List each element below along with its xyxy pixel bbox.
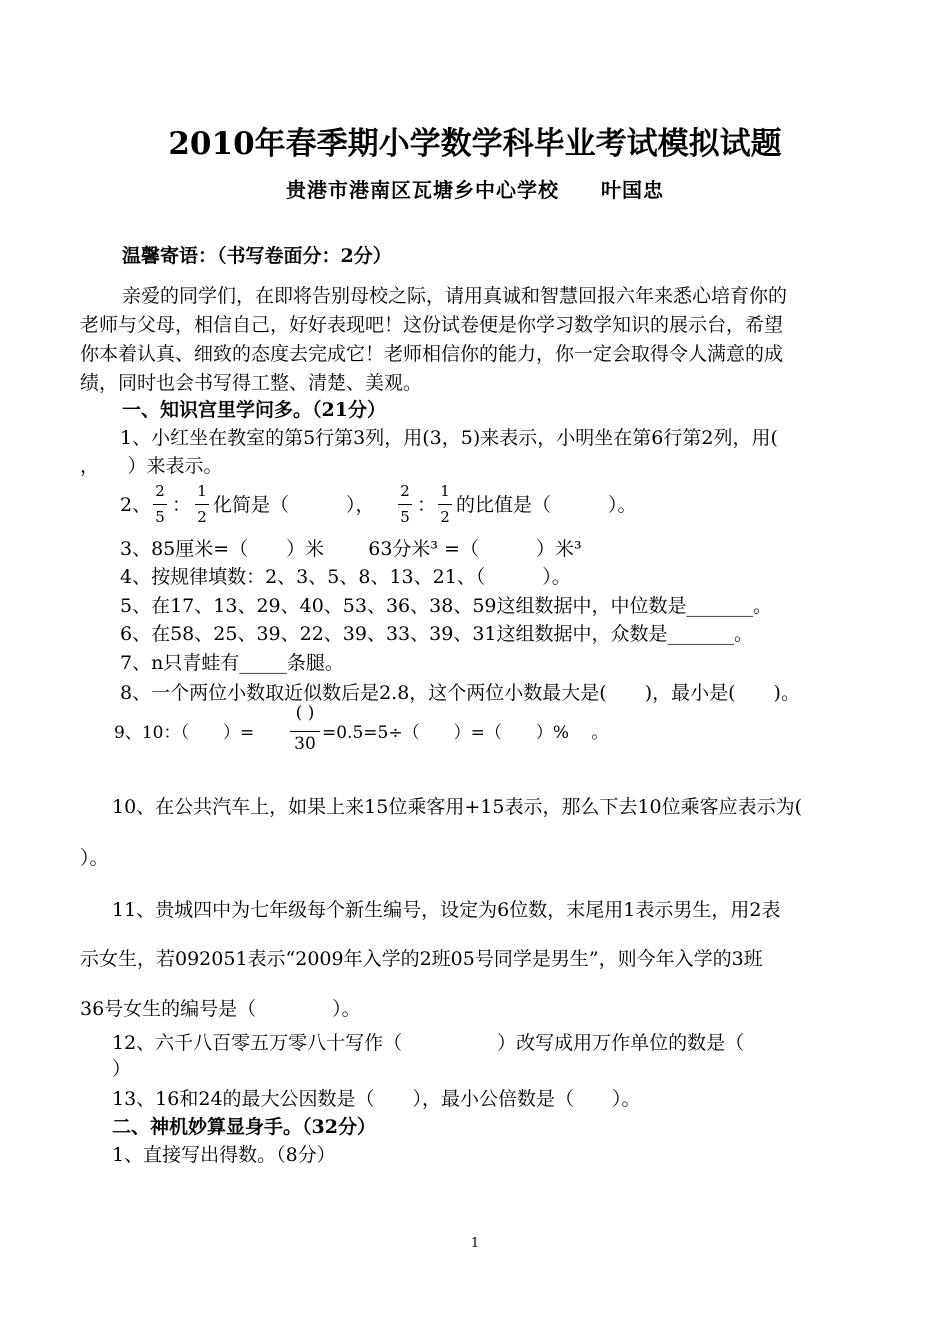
fraction-1-numerator: 2 [155,482,165,500]
question-2-colon-1: ： [172,494,192,516]
section-2-heading: 二、神机妙算显身手。（32分） [112,1116,376,1138]
question-11-line-2: 示女生，若092051表示“2009年入学的2班05号同学是男生”，则今年入学的3班 [80,948,763,970]
exam-title: 2010年春季期小学数学科毕业考试模拟试题 [168,126,782,162]
question-2-end: 的比值是（ ）。 [456,494,637,516]
question-2-colon-2: ： [417,494,437,516]
question-1-line-2: ， ）来表示。 [80,455,223,477]
question-12-line-1: 12、六千八百零五万零八十写作（ ）改写成用万作单位的数是（ [112,1032,745,1054]
page-number: 1 [470,1236,480,1251]
fraction-3-numerator: 2 [400,482,410,500]
question-3: 3、85厘米=（ ）米 63分米³ =（ ）米³ [120,538,582,560]
question-11-line-3: 36号女生的编号是（ ）。 [80,998,361,1020]
greeting-line-1: 亲爱的同学们，在即将告别母校之际，请用真诚和智慧回报六年来悉心培育你的 [122,285,788,307]
fraction-1-bar [153,504,167,505]
question-9-prefix: 9、10：（ ）= [114,723,255,743]
greeting-line-3: 你本着认真、细致的态度去完成它！老师相信你的能力，你一定会取得令人满意的成 [80,343,784,365]
fraction-3-denominator: 5 [400,508,410,526]
fraction-1-denominator: 5 [155,508,165,526]
exam-subtitle: 贵港市港南区瓦塘乡中心学校 叶国忠 [286,178,664,202]
question-6: 6、在58、25、39、22、39、33、39、31这组数据中，众数是_______。 [120,623,754,645]
greeting-line-4: 绩，同时也会书写得工整、清楚、美观。 [80,372,423,394]
fraction-3-bar [398,504,412,505]
question-5: 5、在17、13、29、40、53、36、38、59这组数据中，中位数是_______。 [120,595,773,617]
section-1-heading: 一、知识宫里学问多。（21分） [122,399,386,421]
fraction-4-denominator: 2 [440,508,450,526]
question-9-fraction-numerator: ( ) [295,703,315,723]
fraction-2-bar [195,504,209,505]
question-10-line-2: ）。 [80,847,109,869]
fraction-2-denominator: 2 [197,508,207,526]
question-9-fraction-bar [290,731,320,732]
question-2-prefix: 2、 [120,494,152,516]
question-11-line-1: 11、贵城四中为七年级每个新生编号，设定为6位数，末尾用1表示男生，用2表 [112,899,781,921]
question-7: 7、n只青蛙有_____条腿。 [120,652,344,674]
fraction-4-bar [438,504,452,505]
question-13: 13、16和24的最大公因数是（ ），最小公倍数是（ ）。 [112,1088,641,1110]
question-12-line-2: ） [112,1058,132,1080]
greeting-line-2: 老师与父母，相信自己，好好表现吧！这份试卷便是你学习数学知识的展示台，希望 [80,314,784,336]
question-10-line-1: 10、在公共汽车上，如果上来15位乘客用+15表示，那么下去10位乘客应表示为( [112,796,803,818]
question-2-middle: 化简是（ ）， [213,494,375,516]
greeting-heading: 温馨寄语：（书写卷面分：2分） [122,245,392,267]
question-8: 8、一个两位小数取近似数后是2.8，这个两位小数最大是( )，最小是( )。 [120,682,800,704]
section-2-question-1: 1、直接写出得数。（8分） [112,1144,336,1166]
question-9-suffix: =0.5=5÷（ ）=（ ）% 。 [322,723,609,743]
question-9-fraction-denominator: 30 [294,734,316,754]
fraction-2-numerator: 1 [197,482,207,500]
question-1-line-1: 1、小红坐在教室的第5行第3列，用(3，5)来表示，小明坐在第6行第2列，用( [120,427,778,449]
fraction-4-numerator: 1 [440,482,450,500]
question-4: 4、按规律填数：2、3、5、8、13、21、（ ）。 [120,566,571,588]
